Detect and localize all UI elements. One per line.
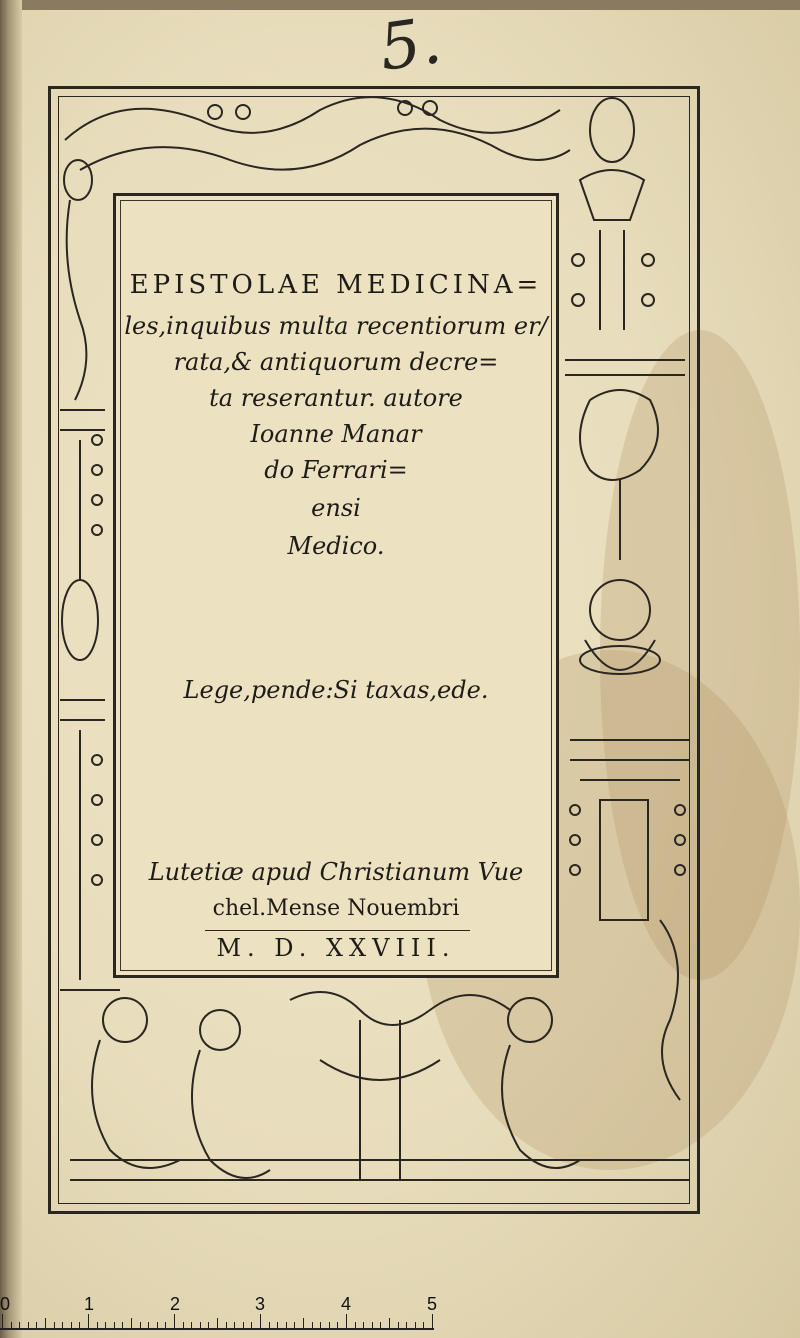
ruler-tick — [415, 1322, 416, 1328]
ruler-tick — [389, 1318, 390, 1328]
ruler-tick — [226, 1322, 227, 1328]
ruler-tick — [303, 1318, 304, 1328]
ruler-label-2: 2 — [170, 1294, 181, 1314]
ruler-tick — [11, 1322, 12, 1328]
title-line-8: Medico. — [287, 532, 385, 560]
ruler-tick — [19, 1322, 20, 1328]
ruler-tick — [217, 1318, 218, 1328]
title-line-2: les,inquibus multa recentiorum er/ — [124, 312, 548, 340]
ruler-tick — [406, 1322, 407, 1328]
ruler-tick — [157, 1322, 158, 1328]
ruler-tick — [45, 1318, 46, 1328]
ruler-tick — [148, 1322, 149, 1328]
ruler-tick — [183, 1322, 184, 1328]
title-line-1: EPISTOLAE MEDICINA= — [129, 270, 543, 300]
ruler-tick — [294, 1322, 295, 1328]
ruler-tick — [337, 1322, 338, 1328]
scale-ruler — [0, 1294, 440, 1338]
imprint-line-1: Lutetiæ apud Christianum Vue — [148, 858, 524, 886]
ruler-tick — [260, 1314, 261, 1328]
ruler-tick — [432, 1314, 433, 1328]
ruler-tick — [208, 1322, 209, 1328]
ruler-tick — [131, 1318, 132, 1328]
ruler-label-1: 1 — [84, 1294, 95, 1314]
ruler-label-3: 3 — [255, 1294, 266, 1314]
ruler-label-0: 0 — [0, 1294, 11, 1314]
motto: Lege,pende:Si taxas,ede. — [183, 676, 489, 704]
ruler-tick — [363, 1322, 364, 1328]
imprint-rule — [205, 930, 470, 931]
ruler-tick — [140, 1322, 141, 1328]
ruler-tick — [346, 1314, 347, 1328]
ruler-tick — [2, 1314, 3, 1328]
ruler-tick — [79, 1322, 80, 1328]
ruler-tick — [28, 1322, 29, 1328]
ruler-tick — [165, 1322, 166, 1328]
title-line-3: rata,& antiquorum decre= — [173, 348, 499, 376]
title-line-5: Ioanne Manar — [250, 420, 422, 448]
ruler-tick — [114, 1322, 115, 1328]
ruler-tick — [88, 1314, 89, 1328]
ruler-tick — [398, 1322, 399, 1328]
title-line-4: ta reserantur. autore — [209, 384, 463, 412]
ruler-tick — [191, 1322, 192, 1328]
ruler-tick — [312, 1322, 313, 1328]
ruler-tick — [54, 1322, 55, 1328]
ruler-tick — [71, 1322, 72, 1328]
folio-number: 5. — [375, 4, 446, 86]
ruler-tick — [36, 1322, 37, 1328]
ruler-tick — [372, 1322, 373, 1328]
ruler-tick — [277, 1322, 278, 1328]
ruler-label-5: 5 — [427, 1294, 438, 1314]
ruler-tick — [200, 1322, 201, 1328]
title-line-7: ensi — [311, 494, 361, 522]
ruler-tick — [423, 1322, 424, 1328]
ruler-tick — [286, 1322, 287, 1328]
ruler-tick — [329, 1322, 330, 1328]
ruler-tick — [380, 1322, 381, 1328]
ruler-tick — [320, 1322, 321, 1328]
ruler-tick — [234, 1322, 235, 1328]
ruler-tick — [251, 1322, 252, 1328]
ruler-tick — [174, 1314, 175, 1328]
ruler-tick — [269, 1322, 270, 1328]
ruler-tick — [105, 1322, 106, 1328]
imprint-date: M. D. XXVIII. — [216, 934, 456, 962]
title-line-6: do Ferrari= — [264, 456, 408, 484]
ruler-base — [0, 1328, 434, 1330]
ruler-tick — [122, 1322, 123, 1328]
ruler-tick — [355, 1322, 356, 1328]
ruler-label-4: 4 — [341, 1294, 352, 1314]
imprint-line-2: chel.Mense Nouembri — [212, 896, 460, 921]
ruler-tick — [243, 1322, 244, 1328]
ruler-tick — [97, 1322, 98, 1328]
ruler-tick — [62, 1322, 63, 1328]
